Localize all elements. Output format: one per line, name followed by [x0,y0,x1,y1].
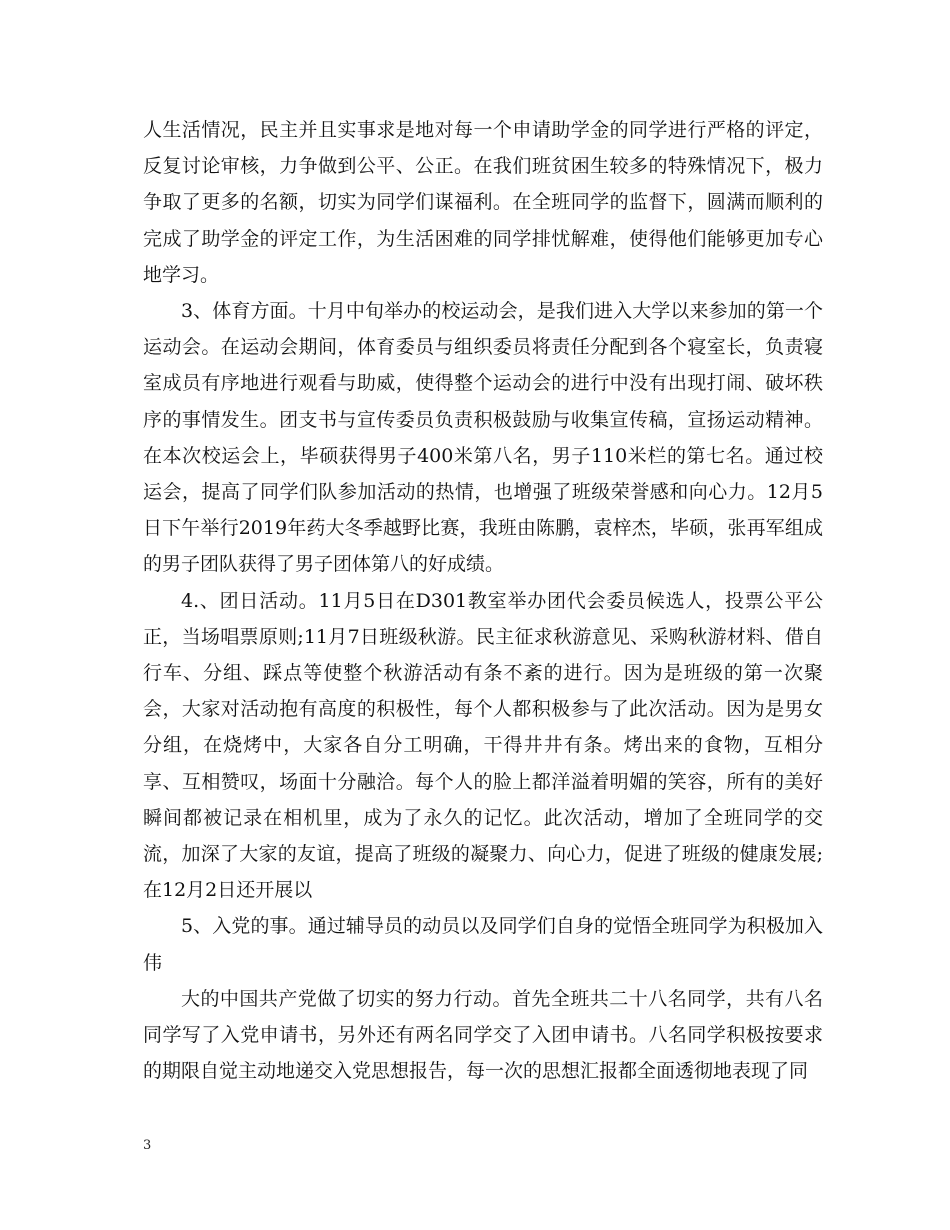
paragraph-2: 3、体育方面。十月中旬举办的校运动会，是我们进入大学以来参加的第一个运动会。在运动会期间，体育委员与组织委员将责任分配到各个寝室长，负责寝室成员有序地进行观看与助威，使得整个运动会的进行中没有出现打闹、破坏秩序的事情发生。团支书与宣传委员负责积极鼓励与收集宣传稿，宣扬运动精神。在本次校运会上，毕硕获得男子400米第八名，男子110米栏的第七名。通过校运会，提高了同学们队参加活动的热情，也增强了班级荣誉感和向心力。12月5日下午举行2019年药大冬季越野比赛，我班由陈鹏，袁梓杰，毕硕，张再军组成的男子团队获得了男子团体第八的好成绩。 [143,300,823,576]
paragraph-5: 大的中国共产党做了切实的努力行动。首先全班共二十八名同学，共有八名同学写了入党申请书，另外还有两名同学交了入团申请书。八名同学积极按要求的期限自觉主动地递交入党思想报告，每一次的思想汇报都全面透彻地表现了同 [143,987,823,1083]
page-number: 3 [143,1138,152,1153]
paragraph-1: 人生活情况，民主并且实事求是地对每一个申请助学金的同学进行严格的评定，反复讨论审核，力争做到公平、公正。在我们班贫困生较多的特殊情况下，极力争取了更多的名额，切实为同学们谋福利。在全班同学的监督下，圆满而顺利的完成了助学金的评定工作，为生活困难的同学排忧解难，使得他们能够更加专心地学习。 [143,119,823,286]
document-body [143,112,823,1089]
paragraph-3: 4.、团日活动。11月5日在D301教室举办团代会委员候选人，投票公平公正，当场唱票原则;11月7日班级秋游。民主征求秋游意见、采购秋游材料、借自行车、分组、踩点等使整个秋游活动有条不紊的进行。因为是班级的第一次聚会，大家对活动抱有高度的积极性，每个人都积极参与了此次活动。因为是男女分组，在烧烤中，大家各自分工明确，干得井井有条。烤出来的食物，互相分享、互相赞叹，场面十分融洽。每个人的脸上都洋溢着明媚的笑容，所有的美好瞬间都被记录在相机里，成为了永久的记忆。此次活动，增加了全班同学的交流，加深了大家的友谊，提高了班级的凝聚力、向心力，促进了班级的健康发展;在12月2日还开展以 [143,589,823,902]
paragraph-4: 5、入党的事。通过辅导员的动员以及同学们自身的觉悟全班同学为积极加入伟 [143,915,823,974]
